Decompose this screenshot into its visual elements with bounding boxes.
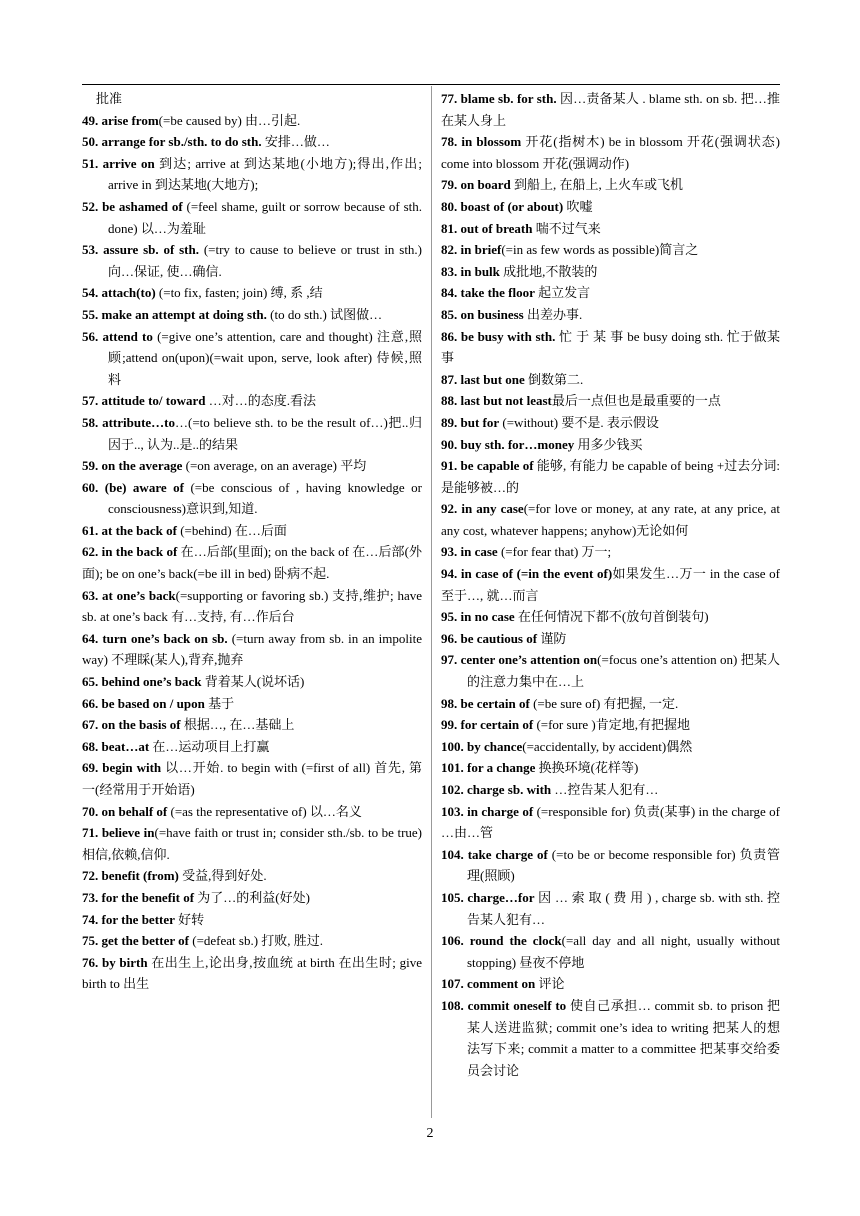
entry-definition: (=be caused by) 由…引起. (158, 112, 301, 128)
entry-number: 95. (441, 609, 461, 625)
entry-phrase: for certain of (460, 717, 534, 733)
entry-phrase: on behalf of (101, 803, 168, 819)
entry-definition: 到达; arrive at 到达某地(小地方);得出,作出; arrive in 到达某地(大地方); (108, 155, 423, 193)
vocab-entry (441, 326, 780, 369)
entry-number: 92. (441, 501, 462, 517)
entry-number: 67. (82, 717, 102, 733)
entry-number: 50. (82, 134, 102, 150)
entry-definition: 谨防 (537, 630, 567, 646)
vocab-entry (82, 909, 422, 931)
entry-phrase: be busy with sth. (460, 328, 556, 344)
entry-definition: (=for love or money, at any rate, at any price, at any cost, whatever happens; anyhow)无论如何 (441, 501, 781, 538)
entry-definition: …(=to believe sth. to be the result of…)把..归因于.., 认为..是..的结果 (108, 414, 423, 452)
entry-definition: 在任何情况下都不(放句首倒装句) (514, 609, 709, 625)
vocab-entry (82, 541, 422, 584)
entry-definition: 起立发言 (534, 285, 591, 301)
entry-definition: 评论 (535, 976, 565, 992)
entry-definition: 因…责备某人 . blame sth. on sb. 把…推在某人身上 (441, 91, 781, 128)
vocab-entry (82, 455, 422, 477)
entry-phrase: on board (460, 177, 511, 193)
entry-definition: 批准 (96, 91, 123, 106)
header-rule (82, 84, 780, 85)
entry-number: 61. (82, 522, 102, 538)
entry-definition: 换换环境(花样等) (535, 760, 639, 776)
entry-number: 56. (82, 328, 103, 344)
entry-number: 107. (441, 976, 467, 992)
vocab-entry (82, 952, 422, 995)
entry-number: 65. (82, 674, 102, 690)
entry-phrase: arrange for sb./sth. to do sth. (101, 134, 262, 150)
vocab-entry (82, 88, 422, 110)
entry-phrase: be certain of (460, 695, 530, 711)
vocab-entry (441, 887, 780, 930)
entry-number: 104. (441, 846, 468, 862)
entry-definition: 能够, 有能力 be capable of being +过去分词:是能够被…的 (441, 458, 780, 495)
entry-number: 89. (441, 414, 461, 430)
entry-number: 63. (82, 587, 103, 603)
vocab-entry (82, 757, 422, 800)
entry-definition: 在出生上,论出身,按血统 at birth 在出生时; give birth to 出生 (82, 954, 423, 992)
entry-number: 82. (441, 242, 461, 258)
entry-phrase: in blossom (461, 134, 522, 150)
entry-number: 68. (82, 738, 102, 754)
entry-number: 108. (441, 997, 468, 1013)
vocab-entry (441, 973, 780, 995)
entry-definition: (=responsible for) 负责(某事) in the charge of …由…管 (441, 803, 780, 841)
entry-definition: (=feel shame, guilt or sorrow because of sth. done) 以…为羞耻 (108, 198, 423, 236)
entry-phrase: charge…for (467, 889, 535, 905)
vocab-entry (441, 757, 780, 779)
entry-definition: (=in as few words as possible)简言之 (501, 242, 699, 258)
entry-phrase: by birth (101, 954, 148, 970)
entry-number: 66. (82, 695, 102, 711)
entry-phrase: (be) aware of (104, 479, 184, 495)
entry-phrase: make an attempt at doing sth. (101, 306, 267, 322)
entry-number: 84. (441, 285, 461, 301)
entry-number: 100. (441, 738, 467, 754)
entry-phrase: for the better (101, 911, 175, 927)
entry-phrase: attitude to/ toward (101, 393, 206, 409)
entry-definition: 喘不过气来 (532, 220, 601, 236)
entry-definition: 出差办事. (523, 306, 583, 322)
entry-number: 105. (441, 889, 468, 905)
entry-definition: (=for sure )肯定地,有把握地 (533, 717, 690, 733)
entry-definition: (=have faith or trust in; consider sth./sb. to be true) 相信,依赖,信仰. (82, 825, 423, 862)
entry-phrase: commit oneself to (467, 997, 567, 1013)
vocab-entry (82, 196, 422, 239)
vocab-entry (82, 801, 422, 823)
entry-number: 74. (82, 911, 102, 927)
entry-phrase: benefit (from) (101, 868, 179, 884)
entry-number: 97. (441, 652, 461, 668)
entry-definition: 吹嘘 (563, 198, 593, 214)
vocab-entry (441, 174, 780, 196)
entry-phrase: attend to (102, 328, 153, 344)
entry-phrase: last but one (460, 371, 525, 387)
entry-number: 59. (82, 458, 102, 474)
entry-definition: (to do sth.) 试图做… (266, 306, 383, 322)
vocab-entry (441, 995, 780, 1081)
vocab-entry (441, 131, 780, 174)
entry-definition: 在…后部(里面); on the back of 在…后部(外面); be on one’s back(=be ill in bed) 卧病不起. (82, 544, 423, 582)
vocab-entry (82, 520, 422, 542)
vocab-entry (441, 434, 780, 456)
entry-phrase: round the clock (469, 933, 562, 949)
vocab-entry (441, 239, 780, 261)
entry-number: 76. (82, 954, 102, 970)
entry-phrase: arise from (101, 112, 159, 128)
entry-number: 69. (82, 760, 103, 776)
vocab-entry (82, 887, 422, 909)
entry-phrase: center one’s attention on (460, 652, 598, 668)
entry-definition: 因 … 索 取 ( 费 用 ) , charge sb. with sth. 控告某人犯有… (467, 889, 781, 927)
entry-phrase: out of breath (460, 220, 533, 236)
entry-definition: (=defeat sb.) 打败, 胜过. (188, 933, 324, 949)
entry-definition: 基于 (204, 695, 235, 711)
vocab-entry (82, 585, 422, 628)
entry-number: 52. (82, 198, 103, 214)
entry-definition: 忙 于 某 事 be busy doing sth. 忙于做某事 (441, 328, 781, 366)
vocab-entry (82, 326, 422, 391)
vocab-entry (441, 563, 780, 606)
entry-phrase: buy sth. for…money (460, 436, 575, 452)
entry-phrase: but for (460, 414, 500, 430)
entry-phrase: at the back of (101, 522, 177, 538)
vocab-entry (441, 541, 780, 563)
entry-number: 81. (441, 220, 461, 236)
vocab-entry (82, 390, 422, 412)
vocab-entry (441, 801, 780, 844)
entry-phrase: boast of (or about) (460, 198, 564, 214)
entry-phrase: be cautious of (460, 630, 538, 646)
entry-phrase: in any case (461, 501, 524, 517)
entry-definition: (=supporting or favoring sb.) 支持,维护; have sb. at one’s back 有…支持, 有…作后台 (82, 587, 422, 625)
entry-definition: (=all day and all night, usually without stopping) 昼夜不停地 (467, 933, 780, 970)
entry-phrase: in the back of (101, 544, 178, 560)
entry-definition: (=give one’s attention, care and thought) 注意,照顾;attend on(upon)(=wait upon, serve, look after) 侍候,照料 (108, 328, 423, 387)
vocab-entry (82, 930, 422, 952)
entry-number: 96. (441, 630, 461, 646)
entry-number: 57. (82, 393, 102, 409)
entry-definition: (=behind) 在…后面 (176, 522, 287, 538)
entry-phrase: be based on / upon (101, 695, 205, 711)
entry-number: 102. (441, 782, 467, 797)
entry-phrase: take charge of (467, 846, 548, 862)
vocab-entry (441, 714, 780, 736)
vocab-entry (441, 455, 780, 498)
entry-number: 86. (441, 328, 461, 344)
entry-number: 70. (82, 803, 102, 819)
entry-phrase: in bulk (460, 263, 500, 279)
entry-phrase: by chance (467, 738, 523, 754)
entry-phrase: on the basis of (101, 717, 181, 733)
entry-definition: 好转 (174, 911, 205, 927)
entry-phrase: for a change (467, 760, 536, 776)
entry-number: 78. (441, 134, 462, 150)
entry-phrase: take the floor (460, 285, 535, 301)
right-column (441, 88, 780, 1081)
vocab-entry (82, 304, 422, 326)
column-divider (431, 86, 432, 1118)
entry-phrase: on business (460, 306, 524, 322)
entry-number: 80. (441, 198, 461, 214)
vocab-entry (441, 390, 780, 412)
vocab-entry (441, 779, 780, 801)
vocab-entry (82, 239, 422, 282)
entry-definition: 如果发生…万一 in the case of 至于…, 就…而言 (441, 566, 780, 603)
vocab-entry (441, 844, 780, 887)
entry-phrase: for the benefit of (101, 889, 195, 905)
vocab-entry (441, 282, 780, 304)
entry-number: 72. (82, 868, 102, 884)
entry-definition: 为了…的利益(好处) (194, 889, 310, 905)
entry-number: 77. (441, 91, 461, 106)
vocab-entry (82, 693, 422, 715)
entry-number: 91. (441, 458, 461, 474)
entry-number: 101. (441, 760, 467, 776)
entry-phrase: be capable of (460, 458, 534, 474)
entry-number: 58. (82, 414, 103, 430)
entry-number: 85. (441, 306, 461, 322)
entry-definition: 到船上, 在船上, 上火车或飞机 (510, 177, 683, 193)
vocab-entry (82, 822, 422, 865)
vocab-entry (82, 736, 422, 758)
entry-number: 98. (441, 695, 461, 711)
entry-number: 51. (82, 155, 103, 171)
entry-definition: 背着某人(说坏话) (201, 674, 305, 690)
vocab-entry (82, 131, 422, 153)
entry-definition: 在…运动项目上打赢 (149, 738, 270, 754)
entry-phrase: behind one’s back (101, 674, 202, 690)
entry-number: 73. (82, 889, 102, 905)
vocab-entry (441, 88, 780, 131)
entry-phrase: attach(to) (101, 285, 156, 301)
entry-number: 55. (82, 306, 102, 322)
entry-phrase: attribute…to (102, 414, 176, 430)
left-column (82, 88, 422, 995)
entry-number: 49. (82, 112, 102, 128)
entry-number: 75. (82, 933, 102, 949)
vocab-entry (82, 671, 422, 693)
entry-number: 54. (82, 285, 102, 301)
vocab-entry (82, 865, 422, 887)
vocab-entry (441, 736, 780, 758)
entry-definition: (=as the representative of) 以…名义 (167, 803, 362, 819)
entry-phrase: in case of (=in the event of) (460, 566, 613, 582)
entry-definition: 开花(指树木) be in blossom 开花(强调状态) come into blossom 开花(强调动作) (441, 134, 780, 171)
entry-definition: 成批地,不散装的 (499, 263, 598, 279)
entry-phrase: assure sb. of sth. (103, 242, 199, 258)
entry-number: 93. (441, 544, 461, 560)
entry-definition: 倒数第二. (524, 371, 584, 387)
page-number: 2 (426, 1126, 434, 1141)
entry-phrase: in charge of (467, 803, 534, 819)
entry-phrase: arrive on (102, 155, 155, 171)
entry-number: 71. (82, 825, 102, 841)
entry-number: 87. (441, 371, 461, 387)
entry-definition: 根据…, 在…基础上 (180, 717, 295, 733)
entry-definition: 以…开始. to begin with (=first of all) 首先, 第一(经常用于开始语) (82, 760, 423, 797)
vocab-entry (82, 282, 422, 304)
vocab-entry (82, 412, 422, 455)
vocab-entry (441, 304, 780, 326)
entry-definition: …控告某人犯有… (551, 782, 659, 797)
entry-phrase: be ashamed of (102, 198, 183, 214)
vocab-entry (441, 261, 780, 283)
vocab-entry (441, 649, 780, 692)
entry-phrase: last but not least (460, 393, 552, 409)
entry-definition: (=accidentally, by accident)偶然 (522, 738, 693, 754)
entry-phrase: beat…at (101, 738, 150, 754)
vocab-entry (441, 693, 780, 715)
entry-definition: 最后一点但也是最重要的一点 (551, 393, 721, 409)
vocab-entry (82, 110, 422, 132)
entry-phrase: get the better of (101, 933, 189, 949)
entry-definition: (=on average, on an average) 平均 (182, 458, 367, 474)
entry-phrase: in no case (460, 609, 515, 625)
entry-number: 53. (82, 242, 104, 258)
vocab-entry (82, 714, 422, 736)
vocab-entry (441, 369, 780, 391)
entry-definition: 用多少钱买 (574, 436, 643, 452)
entry-definition: …对…的态度.看法 (205, 393, 317, 409)
entry-definition: (=be conscious of , having knowledge or consciousness)意识到,知道. (108, 479, 423, 517)
entry-phrase: on the average (101, 458, 183, 474)
entry-definition: (=to fix, fasten; join) 缚, 系 ,结 (155, 285, 323, 301)
entry-definition: (=be sure of) 有把握, 一定. (529, 695, 679, 711)
entry-definition: 受益,得到好处. (178, 868, 267, 884)
vocab-entry (441, 218, 780, 240)
entry-phrase: believe in (101, 825, 155, 841)
vocab-entry (82, 477, 422, 520)
vocab-entry (441, 606, 780, 628)
vocab-entry (441, 930, 780, 973)
entry-definition: (=turn away from sb. in an impolite way) 不理睬(某人),背弃,抛弃 (82, 630, 423, 668)
entry-definition: (=without) 要不是. 表示假设 (499, 414, 659, 430)
entry-definition: 使自己承担… commit sb. to prison 把某人送进监狱; commit one’s idea to writing 把某人的想法写下来; commit a matter to a committee 把某事交给委员会讨论 (467, 997, 781, 1078)
entry-number: 103. (441, 803, 468, 819)
entry-phrase: turn one’s back on sb. (102, 630, 228, 646)
entry-number: 106. (441, 933, 470, 949)
entry-definition: 安排…做… (261, 134, 330, 150)
entry-phrase: begin with (102, 760, 162, 776)
entry-definition: (=for fear that) 万一; (497, 544, 612, 560)
vocab-entry (82, 153, 422, 196)
entry-phrase: charge sb. with (467, 782, 552, 797)
entry-number: 83. (441, 263, 461, 279)
vocab-entry (441, 498, 780, 541)
entry-number: 79. (441, 177, 461, 193)
entry-phrase: in brief (460, 242, 502, 258)
entry-phrase: in case (460, 544, 498, 560)
entry-number: 90. (441, 436, 461, 452)
vocab-entry (441, 628, 780, 650)
entry-definition: (=to be or become responsible for) 负责管理(照顾) (467, 846, 780, 884)
entry-number: 94. (441, 566, 461, 582)
entry-number: 99. (441, 717, 461, 733)
entry-definition: (=focus one’s attention on) 把某人的注意力集中在…上 (467, 652, 781, 690)
entry-phrase: blame sb. for sth. (460, 91, 557, 106)
vocab-entry (82, 628, 422, 671)
entry-phrase: comment on (467, 976, 536, 992)
entry-number: 88. (441, 393, 461, 409)
vocab-entry (441, 196, 780, 218)
entry-phrase: at one’s back (102, 587, 176, 603)
entry-definition: (=try to cause to believe or trust in sth.) 向…保证, 使…确信. (108, 242, 423, 279)
vocab-entry (441, 412, 780, 434)
entry-number: 60. (82, 479, 105, 495)
entry-number: 62. (82, 544, 102, 560)
entry-number: 64. (82, 630, 103, 646)
